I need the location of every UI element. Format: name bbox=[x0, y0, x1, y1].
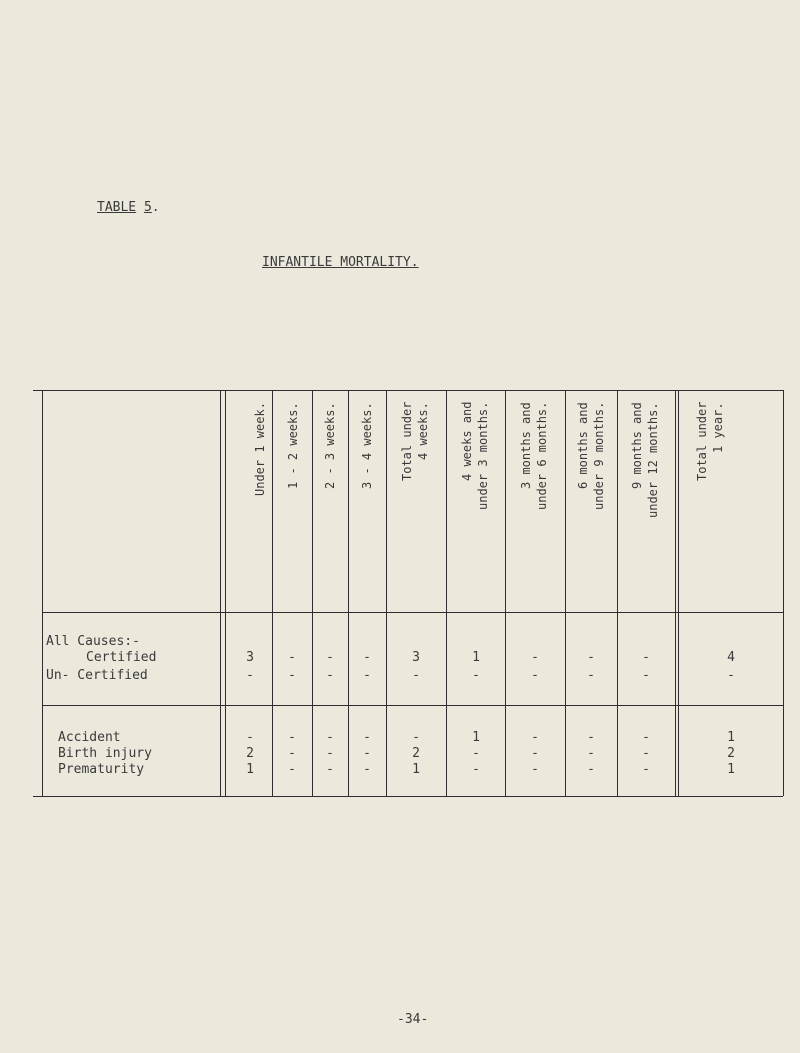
table-cell: - bbox=[288, 746, 296, 761]
table-cell: - bbox=[642, 650, 650, 665]
table-cell: - bbox=[326, 762, 334, 777]
table-cell: 1 bbox=[727, 730, 735, 745]
table-bottom-rule bbox=[33, 796, 783, 797]
table-cell: - bbox=[587, 668, 595, 683]
table-cell: - bbox=[288, 650, 296, 665]
column-header: 9 months and under 12 months. bbox=[630, 402, 660, 518]
col-rule bbox=[565, 390, 566, 796]
table-cell: - bbox=[587, 762, 595, 777]
table-cell: - bbox=[642, 762, 650, 777]
table-cell: 2 bbox=[727, 746, 735, 761]
column-header: 4 weeks and under 3 months. bbox=[460, 402, 490, 511]
table-cell: - bbox=[288, 762, 296, 777]
table-cell: - bbox=[472, 668, 480, 683]
row-label: Prematurity bbox=[58, 762, 145, 777]
table-cell: - bbox=[326, 668, 334, 683]
col-rule bbox=[386, 390, 387, 796]
table-cell: 1 bbox=[472, 730, 480, 745]
row-label: Accident bbox=[58, 730, 121, 745]
table-cell: - bbox=[363, 746, 371, 761]
table-cell: - bbox=[412, 730, 420, 745]
table-cell: 1 bbox=[412, 762, 420, 777]
table-cell: - bbox=[531, 668, 539, 683]
row-label: Certified bbox=[86, 650, 157, 665]
table-cell: - bbox=[363, 762, 371, 777]
table-cell: - bbox=[587, 746, 595, 761]
table-cell: - bbox=[531, 746, 539, 761]
right-border bbox=[783, 390, 784, 796]
label-col-rule-b bbox=[225, 390, 226, 796]
table-cell: - bbox=[587, 730, 595, 745]
table-cell: - bbox=[363, 730, 371, 745]
table-cell: - bbox=[246, 730, 254, 745]
table-title-number: 5 bbox=[143, 200, 152, 215]
section-heading: All Causes:- bbox=[46, 634, 140, 649]
col-rule bbox=[272, 390, 273, 796]
table-subtitle: INFANTILE MORTALITY. bbox=[262, 255, 419, 270]
column-header: 6 months and under 9 months. bbox=[576, 402, 606, 511]
column-header: 1 - 2 weeks. bbox=[286, 402, 300, 489]
table-cell: - bbox=[587, 650, 595, 665]
table-cell: - bbox=[531, 762, 539, 777]
table-cell: - bbox=[727, 668, 735, 683]
table-cell: 2 bbox=[412, 746, 420, 761]
table-cell: 3 bbox=[412, 650, 420, 665]
column-header: 3 months and under 6 months. bbox=[519, 402, 549, 511]
col-rule bbox=[505, 390, 506, 796]
table-cell: - bbox=[531, 730, 539, 745]
table-top-rule bbox=[33, 390, 783, 391]
table-cell: - bbox=[642, 730, 650, 745]
column-header: 2 - 3 weeks. bbox=[323, 402, 337, 489]
total-col-rule-a bbox=[675, 390, 676, 796]
table-cell: - bbox=[412, 668, 420, 683]
column-header: Total under 1 year. bbox=[695, 402, 725, 482]
table-title-prefix: TABLE bbox=[97, 200, 137, 215]
table-cell: 4 bbox=[727, 650, 735, 665]
col-rule bbox=[446, 390, 447, 796]
table-cell: - bbox=[288, 730, 296, 745]
header-bottom-rule bbox=[42, 612, 784, 613]
table-title-suffix: . bbox=[151, 200, 160, 215]
table-cell: 3 bbox=[246, 650, 254, 665]
column-header: Total under 4 weeks. bbox=[400, 402, 430, 482]
table-cell: - bbox=[472, 762, 480, 777]
total-col-rule-b bbox=[678, 390, 679, 796]
row-label: Un- Certified bbox=[46, 668, 148, 683]
table-cell: 1 bbox=[472, 650, 480, 665]
table-cell: 1 bbox=[246, 762, 254, 777]
table-cell: - bbox=[326, 650, 334, 665]
table-cell: - bbox=[288, 668, 296, 683]
col-rule bbox=[348, 390, 349, 796]
table-cell: 2 bbox=[246, 746, 254, 761]
page-number: -34- bbox=[397, 1012, 429, 1027]
table-cell: - bbox=[642, 746, 650, 761]
column-header: 3 - 4 weeks. bbox=[360, 402, 374, 489]
table-cell: - bbox=[642, 668, 650, 683]
left-border bbox=[42, 390, 43, 796]
label-col-rule-a bbox=[220, 390, 221, 796]
column-header: Under 1 week. bbox=[253, 402, 267, 496]
table-cell: - bbox=[246, 668, 254, 683]
col-rule bbox=[312, 390, 313, 796]
table-cell: - bbox=[531, 650, 539, 665]
col-rule bbox=[617, 390, 618, 796]
table-cell: 1 bbox=[727, 762, 735, 777]
table-cell: - bbox=[363, 668, 371, 683]
table-cell: - bbox=[326, 730, 334, 745]
table-cell: - bbox=[326, 746, 334, 761]
table-cell: - bbox=[472, 746, 480, 761]
table-cell: - bbox=[363, 650, 371, 665]
row-label: Birth injury bbox=[58, 746, 152, 761]
section-divider-rule bbox=[42, 705, 784, 706]
